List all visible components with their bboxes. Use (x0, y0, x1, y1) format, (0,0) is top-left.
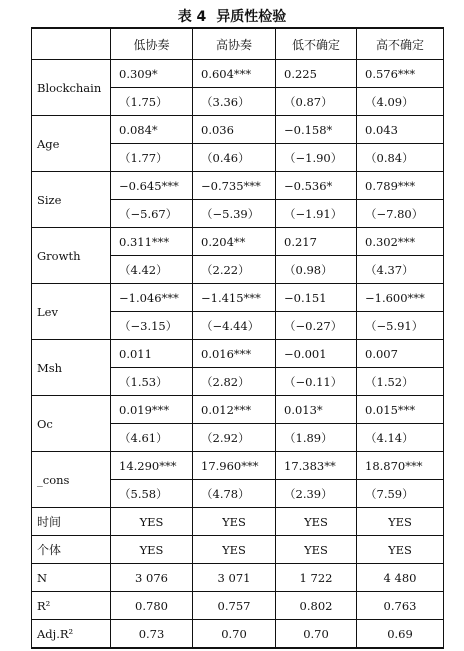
coef-row (32, 60, 444, 88)
t-stat-cell: （−7.80） (357, 200, 444, 228)
coef-cell: 0.012*** (193, 396, 276, 424)
coef-cell: 0.311*** (111, 228, 193, 256)
t-stat-cell: （−5.91） (357, 312, 444, 340)
t-stat-cell: （0.98） (276, 256, 357, 284)
t-stat-cell: （0.46） (193, 144, 276, 172)
stat-cell: 3 076 (111, 564, 193, 592)
t-stat-cell: （−4.44） (193, 312, 276, 340)
coef-row (32, 116, 444, 144)
stat-label: N (32, 564, 111, 592)
t-stat-cell: （4.37） (357, 256, 444, 284)
header-cell-low-uncertainty: 低不确定 (276, 28, 357, 60)
coef-cell: 0.011 (111, 340, 193, 368)
stat-row (32, 508, 444, 536)
table-caption (0, 6, 464, 26)
coef-cell: −1.046*** (111, 284, 193, 312)
t-stat-cell: （2.39） (276, 480, 357, 508)
t-stat-cell: （4.61） (111, 424, 193, 452)
coef-cell: −0.536* (276, 172, 357, 200)
table-number: 表 4 (177, 9, 207, 25)
stat-label: 个体 (32, 536, 111, 564)
variable-label: Lev (32, 284, 111, 340)
t-stat-cell: （−0.11） (276, 368, 357, 396)
stat-label: R² (32, 592, 111, 620)
stat-cell: 4 480 (357, 564, 444, 592)
t-stat-cell: （0.84） (357, 144, 444, 172)
t-stat-cell: （4.14） (357, 424, 444, 452)
stat-cell: 0.70 (193, 620, 276, 649)
stat-cell: YES (357, 508, 444, 536)
header-row (32, 28, 444, 60)
variable-label: Growth (32, 228, 111, 284)
stat-label: 时间 (32, 508, 111, 536)
coef-cell: 17.960*** (193, 452, 276, 480)
coef-cell: −0.001 (276, 340, 357, 368)
header-cell-high-concert: 高协奏 (193, 28, 276, 60)
coef-cell: 0.789*** (357, 172, 444, 200)
stat-row (32, 536, 444, 564)
coef-cell: 14.290*** (111, 452, 193, 480)
coef-row (32, 284, 444, 312)
stat-row (32, 620, 444, 649)
variable-label: Size (32, 172, 111, 228)
stat-cell: 0.757 (193, 592, 276, 620)
coef-cell: −0.735*** (193, 172, 276, 200)
coef-cell: 0.013* (276, 396, 357, 424)
coef-row (32, 172, 444, 200)
t-stat-cell: （−5.67） (111, 200, 193, 228)
coef-row (32, 228, 444, 256)
variable-label: Msh (32, 340, 111, 396)
header-cell-low-concert: 低协奏 (111, 28, 193, 60)
coef-cell: 0.007 (357, 340, 444, 368)
coef-cell: −1.415*** (193, 284, 276, 312)
t-stat-cell: （1.89） (276, 424, 357, 452)
t-stat-cell: （4.78） (193, 480, 276, 508)
t-stat-cell: （−0.27） (276, 312, 357, 340)
t-stat-cell: （5.58） (111, 480, 193, 508)
coef-cell: 0.015*** (357, 396, 444, 424)
t-stat-cell: （1.53） (111, 368, 193, 396)
coef-cell: 0.019*** (111, 396, 193, 424)
coef-cell: 0.604*** (193, 60, 276, 88)
t-stat-cell: （1.77） (111, 144, 193, 172)
stat-cell: YES (193, 508, 276, 536)
stat-cell: 0.70 (276, 620, 357, 649)
coef-cell: 0.302*** (357, 228, 444, 256)
coef-cell: −1.600*** (357, 284, 444, 312)
variable-label: Oc (32, 396, 111, 452)
header-cell-high-uncertainty: 高不确定 (357, 28, 444, 60)
t-stat-cell: （2.22） (193, 256, 276, 284)
t-stat-cell: （−3.15） (111, 312, 193, 340)
t-stat-cell: （4.42） (111, 256, 193, 284)
stat-cell: 0.69 (357, 620, 444, 649)
stat-cell: YES (193, 536, 276, 564)
t-stat-cell: （4.09） (357, 88, 444, 116)
stat-cell: 1 722 (276, 564, 357, 592)
coef-cell: 0.016*** (193, 340, 276, 368)
stat-cell: YES (111, 536, 193, 564)
variable-label: _cons (32, 452, 111, 508)
stat-label: Adj.R² (32, 620, 111, 649)
coef-cell: 0.043 (357, 116, 444, 144)
coef-row (32, 396, 444, 424)
t-stat-cell: （2.82） (193, 368, 276, 396)
table-body (32, 60, 444, 649)
t-stat-cell: （−1.91） (276, 200, 357, 228)
stat-cell: YES (276, 508, 357, 536)
coef-cell: 17.383** (276, 452, 357, 480)
stat-cell: 0.802 (276, 592, 357, 620)
stat-row (32, 592, 444, 620)
variable-label: Blockchain (32, 60, 111, 116)
t-stat-cell: （2.92） (193, 424, 276, 452)
stat-cell: 0.780 (111, 592, 193, 620)
stat-cell: 3 071 (193, 564, 276, 592)
t-stat-cell: （1.75） (111, 88, 193, 116)
stat-cell: 0.73 (111, 620, 193, 649)
t-stat-cell: （1.52） (357, 368, 444, 396)
coef-row (32, 340, 444, 368)
t-stat-cell: （0.87） (276, 88, 357, 116)
t-stat-cell: （7.59） (357, 480, 444, 508)
t-stat-cell: （−1.90） (276, 144, 357, 172)
coef-cell: −0.158* (276, 116, 357, 144)
coef-cell: 0.204** (193, 228, 276, 256)
coef-cell: 0.217 (276, 228, 357, 256)
regression-table (31, 27, 444, 649)
t-stat-cell: （3.36） (193, 88, 276, 116)
stat-cell: YES (111, 508, 193, 536)
header-cell-empty (32, 28, 111, 60)
coef-cell: 0.225 (276, 60, 357, 88)
coef-cell: 0.309* (111, 60, 193, 88)
stat-cell: 0.763 (357, 592, 444, 620)
coef-cell: 18.870*** (357, 452, 444, 480)
stat-cell: YES (357, 536, 444, 564)
stat-cell: YES (276, 536, 357, 564)
coef-row (32, 452, 444, 480)
variable-label: Age (32, 116, 111, 172)
coef-cell: 0.084* (111, 116, 193, 144)
t-stat-cell: （−5.39） (193, 200, 276, 228)
coef-cell: 0.036 (193, 116, 276, 144)
coef-cell: 0.576*** (357, 60, 444, 88)
coef-cell: −0.151 (276, 284, 357, 312)
stat-row (32, 564, 444, 592)
table-title: 异质性检验 (216, 9, 287, 25)
coef-cell: −0.645*** (111, 172, 193, 200)
